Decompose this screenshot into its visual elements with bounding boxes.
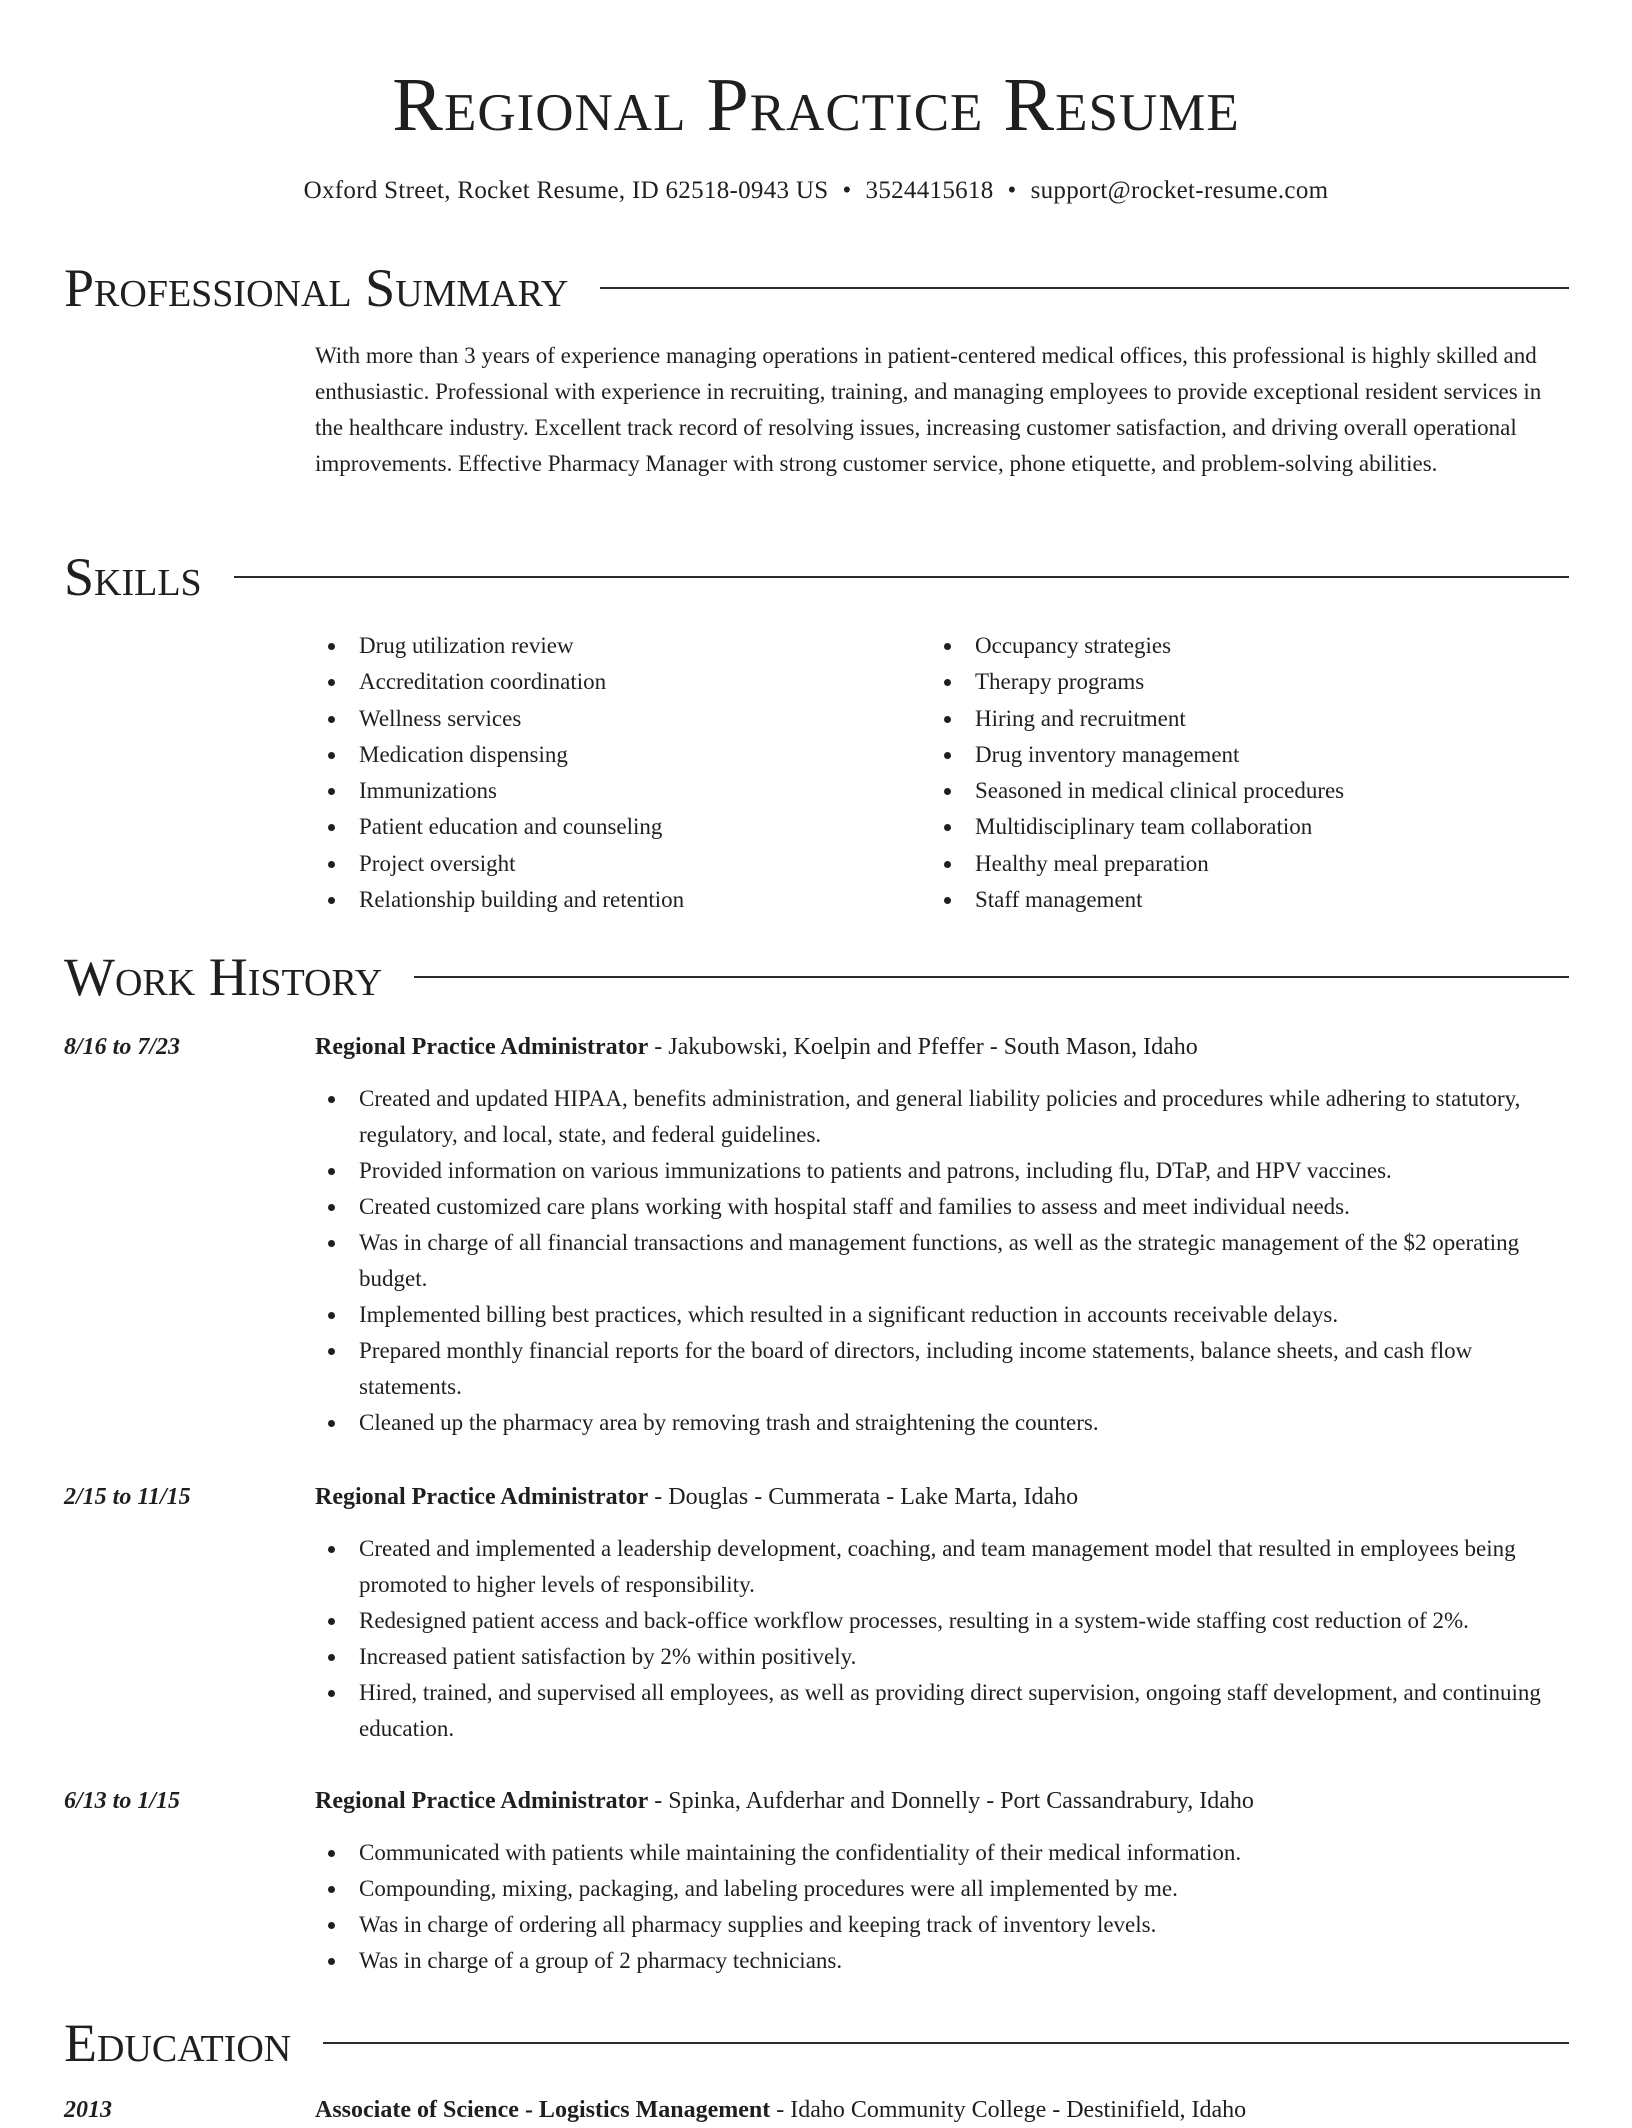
job-bullet: Redesigned patient access and back-office workflow processes, resulting in a system-wide staffing cost reduction of 2%.: [315, 1603, 1569, 1639]
job-bullet: Created and updated HIPAA, benefits administration, and general liability policies and procedures while adhering to statutory, regulatory, and local, state, and federal guidelines.: [315, 1081, 1569, 1153]
skill-item: Project oversight: [315, 846, 684, 882]
skill-item: Staff management: [931, 882, 1344, 918]
job-dates: 2/15 to 11/15: [64, 1484, 191, 1510]
job-bullet: Compounding, mixing, packaging, and labeling procedures were all implemented by me.: [315, 1871, 1569, 1907]
skill-item: Therapy programs: [931, 664, 1344, 700]
skill-item: Medication dispensing: [315, 737, 684, 773]
section-divider: [323, 2042, 1569, 2044]
skill-item: Drug inventory management: [931, 737, 1344, 773]
skill-item: Relationship building and retention: [315, 882, 684, 918]
contact-line: [0, 174, 1632, 208]
job-bullets: [315, 1835, 1569, 1979]
section-header-skills: [64, 545, 1569, 609]
section-header-summary: [64, 256, 1569, 320]
job-bullet: Hired, trained, and supervised all employees, as well as providing direct supervision, ongoing staff development, and continuing education.: [315, 1675, 1569, 1747]
skill-item: Wellness services: [315, 701, 684, 737]
section-header-work-history: [64, 945, 1569, 1009]
job-bullet: Created customized care plans working with hospital staff and families to assess and meet individual needs.: [315, 1189, 1569, 1225]
job-bullet: Communicated with patients while maintaining the confidentiality of their medical information.: [315, 1835, 1569, 1871]
contact-email[interactable]: support@rocket-resume.com: [1030, 177, 1329, 204]
job-title: Regional Practice Administrator: [315, 1788, 649, 1814]
skill-item: Hiring and recruitment: [931, 701, 1344, 737]
contact-separator: •: [1007, 177, 1017, 204]
section-title-skills: Skills: [64, 547, 202, 607]
summary-text: With more than 3 years of experience managing operations in patient-centered medical offices, this professional is highly skilled and enthusiastic. Professional with experience in recruiting, training, and managing employees to provide exceptional resident services in the healthcare industry. Excellent track record of resolving issues, increasing customer satisfaction, and driving overall operational improvements. Effective Pharmacy Manager with strong customer service, phone etiquette, and problem-solving abilities.: [315, 343, 1542, 476]
job-dates: 8/16 to 7/23: [64, 1034, 181, 1060]
job-bullet: Provided information on various immunizations to patients and patrons, including flu, DTaP, and HPV vaccines.: [315, 1153, 1569, 1189]
job-employer: - Douglas - Cummerata - Lake Marta, Idaho: [648, 1484, 1079, 1510]
section-title-summary: Professional Summary: [64, 258, 569, 318]
skill-item: Accreditation coordination: [315, 664, 684, 700]
job-employer: - Spinka, Aufderhar and Donnelly - Port Cassandrabury, Idaho: [648, 1788, 1254, 1814]
contact-phone: 3524415618: [865, 177, 994, 204]
education-school: - Idaho Community College - Destinifield, Idaho: [770, 2097, 1247, 2123]
job-bullet: Increased patient satisfaction by 2% within positively.: [315, 1639, 1569, 1675]
skill-item: Patient education and counseling: [315, 809, 684, 845]
job-bullets: [315, 1081, 1569, 1441]
education-heading: [315, 2092, 1569, 2128]
section-header-education: [64, 2011, 1569, 2075]
job-bullet: Was in charge of ordering all pharmacy supplies and keeping track of inventory levels.: [315, 1907, 1569, 1943]
section-divider: [234, 576, 1569, 578]
skill-item: Seasoned in medical clinical procedures: [931, 773, 1344, 809]
job-dates: 6/13 to 1/15: [64, 1788, 181, 1814]
skill-item: Multidisciplinary team collaboration: [931, 809, 1344, 845]
job-bullets: [315, 1531, 1569, 1747]
section-divider: [414, 976, 1569, 978]
contact-separator: •: [842, 177, 852, 204]
job-heading: [315, 1029, 1569, 1065]
skill-item: Drug utilization review: [315, 628, 684, 664]
section-title-work-history: Work History: [64, 947, 383, 1007]
education-date: 2013: [64, 2097, 112, 2123]
job-employer: - Jakubowski, Koelpin and Pfeffer - South Mason, Idaho: [648, 1034, 1198, 1060]
job-bullet: Implemented billing best practices, which resulted in a significant reduction in accounts receivable delays.: [315, 1297, 1569, 1333]
section-title-education: Education: [64, 2013, 292, 2073]
skill-item: Immunizations: [315, 773, 684, 809]
job-heading: [315, 1479, 1569, 1515]
job-bullet: Created and implemented a leadership development, coaching, and team management model that resulted in employees being promoted to higher levels of responsibility.: [315, 1531, 1569, 1603]
job-bullet: Was in charge of all financial transactions and management functions, as well as the strategic management of the $2 operating budget.: [315, 1225, 1569, 1297]
job-heading: [315, 1783, 1569, 1819]
skill-item: Occupancy strategies: [931, 628, 1344, 664]
skill-item: Healthy meal preparation: [931, 846, 1344, 882]
education-degree: Associate of Science - Logistics Management: [315, 2097, 771, 2123]
section-divider: [600, 287, 1569, 289]
skills-list-left: [315, 628, 684, 918]
job-bullet: Was in charge of a group of 2 pharmacy technicians.: [315, 1943, 1569, 1979]
job-title: Regional Practice Administrator: [315, 1034, 649, 1060]
resume-title: Regional Practice Resume: [392, 63, 1240, 147]
job-title: Regional Practice Administrator: [315, 1484, 649, 1510]
contact-address: Oxford Street, Rocket Resume, ID 62518-0943 US: [303, 177, 829, 204]
job-bullet: Prepared monthly financial reports for the board of directors, including income statements, balance sheets, and cash flow statements.: [315, 1333, 1569, 1405]
job-bullet: Cleaned up the pharmacy area by removing trash and straightening the counters.: [315, 1405, 1569, 1441]
skills-list-right: [931, 628, 1344, 918]
